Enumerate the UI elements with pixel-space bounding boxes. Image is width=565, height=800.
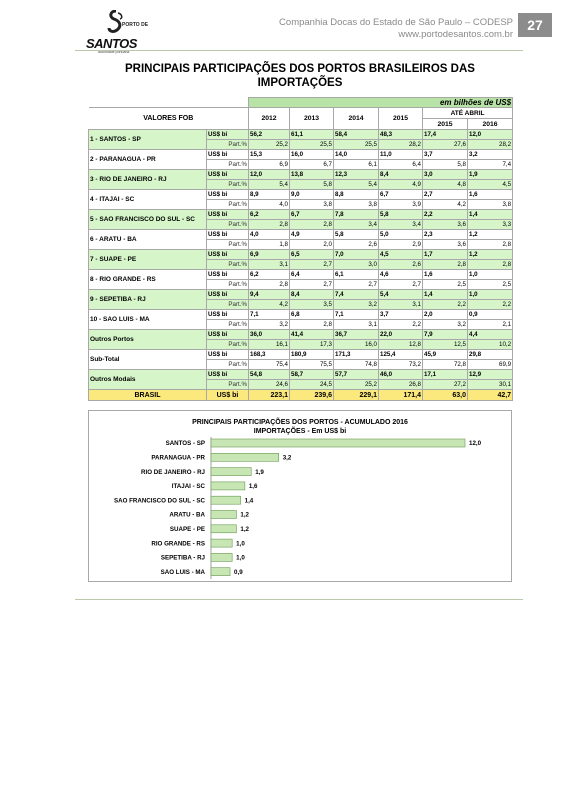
value-cell: 7,9 bbox=[423, 330, 468, 340]
part-cell: 3,2 bbox=[334, 300, 379, 310]
value-cell: 13,8 bbox=[290, 170, 334, 180]
part-cell: 4,9 bbox=[379, 180, 423, 190]
part-cell: 16,0 bbox=[334, 340, 379, 350]
value-cell: 7,8 bbox=[334, 210, 379, 220]
part-label: Part.% bbox=[207, 320, 249, 330]
value-cell: 12,9 bbox=[468, 370, 513, 380]
value-cell: 1,6 bbox=[423, 270, 468, 280]
part-cell: 3,1 bbox=[249, 260, 290, 270]
value-cell: 6,7 bbox=[290, 210, 334, 220]
value-cell: 36,7 bbox=[334, 330, 379, 340]
part-cell: 2,8 bbox=[468, 260, 513, 270]
part-cell: 72,8 bbox=[423, 360, 468, 370]
part-cell: 69,9 bbox=[468, 360, 513, 370]
part-cell: 2,7 bbox=[379, 280, 423, 290]
part-cell: 10,2 bbox=[468, 340, 513, 350]
total-value: 171,4 bbox=[379, 390, 423, 401]
part-cell: 2,2 bbox=[468, 300, 513, 310]
bar bbox=[211, 453, 279, 461]
value-cell: 29,8 bbox=[468, 350, 513, 360]
value-cell: 46,0 bbox=[379, 370, 423, 380]
part-cell: 2,7 bbox=[290, 280, 334, 290]
logo-sub-text: autoridade portuária bbox=[98, 50, 130, 54]
category-label: ITAJAI - SC bbox=[171, 483, 205, 491]
bar-value-label: 1,0 bbox=[236, 554, 245, 562]
part-label: Part.% bbox=[207, 260, 249, 270]
total-value: 239,6 bbox=[290, 390, 334, 401]
value-cell: 12,3 bbox=[334, 170, 379, 180]
category-label: PARANAGUA - PR bbox=[151, 454, 205, 462]
part-cell: 6,4 bbox=[379, 160, 423, 170]
value-cell: 5,8 bbox=[334, 230, 379, 240]
part-cell: 3,3 bbox=[468, 220, 513, 230]
part-cell: 3,1 bbox=[379, 300, 423, 310]
part-cell: 4,0 bbox=[249, 200, 290, 210]
logo-small-text: PORTO DE bbox=[122, 22, 149, 28]
value-cell: 6,9 bbox=[249, 250, 290, 260]
table-row bbox=[89, 150, 513, 160]
part-cell: 12,5 bbox=[423, 340, 468, 350]
value-cell: 1,4 bbox=[468, 210, 513, 220]
value-cell: 4,6 bbox=[379, 270, 423, 280]
category-label: SANTOS - SP bbox=[165, 440, 205, 448]
value-cell: 2,3 bbox=[423, 230, 468, 240]
part-cell: 24,5 bbox=[290, 380, 334, 390]
value-cell: 6,2 bbox=[249, 270, 290, 280]
value-cell: 48,3 bbox=[379, 130, 423, 140]
part-label: Part.% bbox=[207, 380, 249, 390]
part-cell: 2,6 bbox=[379, 260, 423, 270]
imports-chart bbox=[88, 410, 512, 582]
value-cell: 8,4 bbox=[379, 170, 423, 180]
value-cell: 3,2 bbox=[468, 150, 513, 160]
value-cell: 8,9 bbox=[249, 190, 290, 200]
imports-table bbox=[88, 97, 513, 401]
value-cell: 3,7 bbox=[379, 310, 423, 320]
unit-label: US$ bi bbox=[207, 210, 249, 220]
value-cell: 2,7 bbox=[423, 190, 468, 200]
value-cell: 12,0 bbox=[468, 130, 513, 140]
part-cell: 25,5 bbox=[334, 140, 379, 150]
part-cell: 3,5 bbox=[290, 300, 334, 310]
bar-value-label: 1,9 bbox=[255, 468, 264, 476]
bar bbox=[211, 539, 232, 547]
table-row bbox=[89, 130, 513, 140]
part-cell: 74,8 bbox=[334, 360, 379, 370]
part-cell: 25,2 bbox=[249, 140, 290, 150]
bar bbox=[211, 482, 245, 490]
part-cell: 2,8 bbox=[249, 280, 290, 290]
part-cell: 2,7 bbox=[290, 260, 334, 270]
category-label: SUAPE - PE bbox=[169, 526, 205, 533]
chart-title: PRINCIPAIS PARTICIPAÇÕES DOS PORTOS - ACUMULADO 2016 bbox=[192, 419, 408, 426]
port-name: 4 - ITAJAI - SC bbox=[89, 190, 207, 210]
value-cell: 180,9 bbox=[290, 350, 334, 360]
part-cell: 4,5 bbox=[468, 180, 513, 190]
value-cell: 4,5 bbox=[379, 250, 423, 260]
port-name: 1 - SANTOS - SP bbox=[89, 130, 207, 150]
year-header: 2015 bbox=[379, 108, 423, 130]
part-cell: 5,4 bbox=[249, 180, 290, 190]
value-cell: 1,0 bbox=[468, 270, 513, 280]
row-header: VALORES FOB bbox=[89, 108, 249, 130]
value-cell: 7,1 bbox=[334, 310, 379, 320]
table-row bbox=[89, 250, 513, 260]
part-cell: 3,6 bbox=[423, 240, 468, 250]
part-cell: 2,1 bbox=[468, 320, 513, 330]
unit-label: US$ bi bbox=[207, 270, 249, 280]
value-cell: 56,2 bbox=[249, 130, 290, 140]
port-name: 6 - ARATU - BA bbox=[89, 230, 207, 250]
part-cell: 73,2 bbox=[379, 360, 423, 370]
value-cell: 1,2 bbox=[468, 250, 513, 260]
bar-value-label: 1,2 bbox=[240, 511, 250, 519]
value-cell: 6,1 bbox=[334, 270, 379, 280]
value-cell: 2,0 bbox=[423, 310, 468, 320]
ytd-year-header: 2016 bbox=[468, 119, 513, 130]
logo-big-text: SANTOS bbox=[86, 36, 137, 51]
bar-value-label: 12,0 bbox=[469, 440, 482, 448]
value-cell: 7,1 bbox=[249, 310, 290, 320]
chart-plot bbox=[89, 411, 513, 583]
units-label: em bilhões de US$ bbox=[249, 98, 513, 108]
unit-label: US$ bi bbox=[207, 150, 249, 160]
value-cell: 7,4 bbox=[334, 290, 379, 300]
value-cell: 14,0 bbox=[334, 150, 379, 160]
category-label: RIO DE JANEIRO - RJ bbox=[141, 468, 205, 476]
part-cell: 75,5 bbox=[290, 360, 334, 370]
part-cell: 3,8 bbox=[290, 200, 334, 210]
value-cell: 17,1 bbox=[423, 370, 468, 380]
unit-label: US$ bi bbox=[207, 330, 249, 340]
value-cell: 1,0 bbox=[468, 290, 513, 300]
part-cell: 5,8 bbox=[423, 160, 468, 170]
value-cell: 4,9 bbox=[290, 230, 334, 240]
unit-label: US$ bi bbox=[207, 130, 249, 140]
category-label: SEPETIBA - RJ bbox=[160, 554, 205, 562]
part-cell: 4,8 bbox=[423, 180, 468, 190]
total-label: BRASIL bbox=[89, 390, 207, 401]
part-cell: 27,2 bbox=[423, 380, 468, 390]
value-cell: 3,0 bbox=[423, 170, 468, 180]
year-header: 2014 bbox=[334, 108, 379, 130]
bar-value-label: 1,6 bbox=[248, 483, 258, 491]
page-title: PRINCIPAIS PARTICIPAÇÕES DOS PORTOS BRASILEIROS DAS IMPORTAÇÕES bbox=[125, 63, 475, 89]
part-cell: 2,2 bbox=[379, 320, 423, 330]
part-cell: 3,8 bbox=[334, 200, 379, 210]
table-row bbox=[89, 310, 513, 320]
bar bbox=[211, 439, 465, 447]
part-cell: 3,1 bbox=[334, 320, 379, 330]
value-cell: 0,9 bbox=[468, 310, 513, 320]
unit-label: US$ bi bbox=[207, 190, 249, 200]
value-cell: 125,4 bbox=[379, 350, 423, 360]
total-value: 223,1 bbox=[249, 390, 290, 401]
value-cell: 4,4 bbox=[468, 330, 513, 340]
port-name: Outros Portos bbox=[89, 330, 207, 350]
table-row bbox=[89, 210, 513, 220]
value-cell: 5,0 bbox=[379, 230, 423, 240]
value-cell: 36,0 bbox=[249, 330, 290, 340]
value-cell: 57,7 bbox=[334, 370, 379, 380]
value-cell: 3,7 bbox=[423, 150, 468, 160]
unit-label: US$ bi bbox=[207, 370, 249, 380]
part-cell: 6,1 bbox=[334, 160, 379, 170]
part-label: Part.% bbox=[207, 140, 249, 150]
bar-value-label: 1,0 bbox=[236, 540, 245, 548]
table-row bbox=[89, 270, 513, 280]
part-cell: 3,0 bbox=[334, 260, 379, 270]
port-name: Sub-Total bbox=[89, 350, 207, 370]
part-cell: 3,4 bbox=[379, 220, 423, 230]
bar bbox=[211, 468, 251, 476]
value-cell: 168,3 bbox=[249, 350, 290, 360]
part-cell: 25,2 bbox=[334, 380, 379, 390]
porto-de-santos-logo bbox=[84, 10, 149, 54]
value-cell: 61,1 bbox=[290, 130, 334, 140]
table-row bbox=[89, 290, 513, 300]
category-label: ARATU - BA bbox=[169, 511, 205, 519]
unit-label: US$ bi bbox=[207, 250, 249, 260]
unit-label: US$ bi bbox=[207, 290, 249, 300]
part-cell: 3,2 bbox=[423, 320, 468, 330]
part-label: Part.% bbox=[207, 300, 249, 310]
part-cell: 27,6 bbox=[423, 140, 468, 150]
category-label: SAO FRANCISCO DO SUL - SC bbox=[114, 497, 205, 505]
part-cell: 5,8 bbox=[290, 180, 334, 190]
part-cell: 6,7 bbox=[290, 160, 334, 170]
value-cell: 17,4 bbox=[423, 130, 468, 140]
part-cell: 2,0 bbox=[290, 240, 334, 250]
part-cell: 2,6 bbox=[334, 240, 379, 250]
value-cell: 171,3 bbox=[334, 350, 379, 360]
part-cell: 2,2 bbox=[423, 300, 468, 310]
part-cell: 30,1 bbox=[468, 380, 513, 390]
value-cell: 9,0 bbox=[290, 190, 334, 200]
ytd-header: ATÉ ABRIL bbox=[423, 108, 513, 119]
part-label: Part.% bbox=[207, 240, 249, 250]
value-cell: 9,4 bbox=[249, 290, 290, 300]
part-cell: 75,4 bbox=[249, 360, 290, 370]
value-cell: 6,2 bbox=[249, 210, 290, 220]
value-cell: 5,4 bbox=[379, 290, 423, 300]
value-cell: 7,0 bbox=[334, 250, 379, 260]
bar-value-label: 1,4 bbox=[244, 497, 254, 505]
value-cell: 22,0 bbox=[379, 330, 423, 340]
unit-label: US$ bi bbox=[207, 350, 249, 360]
port-name: 10 - SAO LUIS - MA bbox=[89, 310, 207, 330]
value-cell: 58,7 bbox=[290, 370, 334, 380]
value-cell: 4,0 bbox=[249, 230, 290, 240]
category-label: SAO LUIS - MA bbox=[160, 568, 205, 576]
company-info bbox=[279, 17, 513, 41]
value-cell: 54,8 bbox=[249, 370, 290, 380]
value-cell: 58,4 bbox=[334, 130, 379, 140]
part-label: Part.% bbox=[207, 200, 249, 210]
ytd-year-header: 2015 bbox=[423, 119, 468, 130]
part-label: Part.% bbox=[207, 280, 249, 290]
value-cell: 6,5 bbox=[290, 250, 334, 260]
value-cell: 5,8 bbox=[379, 210, 423, 220]
part-cell: 2,8 bbox=[249, 220, 290, 230]
part-cell: 2,7 bbox=[334, 280, 379, 290]
table-row bbox=[89, 350, 513, 360]
part-cell: 7,4 bbox=[468, 160, 513, 170]
part-cell: 16,1 bbox=[249, 340, 290, 350]
part-cell: 6,9 bbox=[249, 160, 290, 170]
value-cell: 45,9 bbox=[423, 350, 468, 360]
table-row bbox=[89, 370, 513, 380]
total-value: 229,1 bbox=[334, 390, 379, 401]
part-label: Part.% bbox=[207, 220, 249, 230]
total-value: 42,7 bbox=[468, 390, 513, 401]
part-cell: 4,2 bbox=[423, 200, 468, 210]
value-cell: 1,4 bbox=[423, 290, 468, 300]
port-name: 5 - SAO FRANCISCO DO SUL - SC bbox=[89, 210, 207, 230]
part-cell: 2,5 bbox=[468, 280, 513, 290]
part-cell: 1,8 bbox=[249, 240, 290, 250]
bar-value-label: 3,2 bbox=[282, 454, 292, 462]
bar-value-label: 1,2 bbox=[240, 526, 250, 533]
part-cell: 28,2 bbox=[379, 140, 423, 150]
value-cell: 41,4 bbox=[290, 330, 334, 340]
table-row bbox=[89, 330, 513, 340]
port-name: 8 - RIO GRANDE - RS bbox=[89, 270, 207, 290]
total-value: 63,0 bbox=[423, 390, 468, 401]
value-cell: 12,0 bbox=[249, 170, 290, 180]
value-cell: 15,3 bbox=[249, 150, 290, 160]
part-cell: 28,2 bbox=[468, 140, 513, 150]
port-name: 7 - SUAPE - PE bbox=[89, 250, 207, 270]
value-cell: 1,6 bbox=[468, 190, 513, 200]
part-cell: 3,8 bbox=[468, 200, 513, 210]
value-cell: 11,0 bbox=[379, 150, 423, 160]
port-name: 3 - RIO DE JANEIRO - RJ bbox=[89, 170, 207, 190]
unit-label: US$ bi bbox=[207, 170, 249, 180]
company-website[interactable]: www.portodesantos.com.br bbox=[398, 29, 513, 40]
port-name: 2 - PARANAGUA - PR bbox=[89, 150, 207, 170]
part-cell: 2,8 bbox=[468, 240, 513, 250]
part-cell: 25,5 bbox=[290, 140, 334, 150]
year-header: 2013 bbox=[290, 108, 334, 130]
unit-label: US$ bi bbox=[207, 310, 249, 320]
chart-subtitle: IMPORTAÇÕES - Em US$ bi bbox=[253, 428, 347, 435]
value-cell: 8,4 bbox=[290, 290, 334, 300]
part-cell: 2,8 bbox=[290, 220, 334, 230]
bar bbox=[211, 568, 230, 576]
part-label: Part.% bbox=[207, 360, 249, 370]
part-cell: 2,5 bbox=[423, 280, 468, 290]
table-row bbox=[89, 170, 513, 180]
part-cell: 3,6 bbox=[423, 220, 468, 230]
value-cell: 6,4 bbox=[290, 270, 334, 280]
bar-value-label: 0,9 bbox=[234, 568, 243, 576]
table-row bbox=[89, 230, 513, 240]
part-cell: 2,8 bbox=[290, 320, 334, 330]
part-label: Part.% bbox=[207, 340, 249, 350]
unit-label: US$ bi bbox=[207, 230, 249, 240]
part-cell: 12,8 bbox=[379, 340, 423, 350]
value-cell: 6,7 bbox=[379, 190, 423, 200]
part-cell: 4,2 bbox=[249, 300, 290, 310]
part-cell: 2,9 bbox=[379, 240, 423, 250]
value-cell: 1,7 bbox=[423, 250, 468, 260]
page-number: 27 bbox=[518, 13, 552, 37]
part-cell: 26,8 bbox=[379, 380, 423, 390]
year-header: 2012 bbox=[249, 108, 290, 130]
part-label: Part.% bbox=[207, 160, 249, 170]
bar bbox=[211, 553, 232, 561]
port-name: Outros Modais bbox=[89, 370, 207, 390]
value-cell: 2,2 bbox=[423, 210, 468, 220]
total-row bbox=[89, 390, 513, 401]
part-cell: 3,2 bbox=[249, 320, 290, 330]
bar bbox=[211, 525, 236, 533]
total-unit: US$ bi bbox=[207, 390, 249, 401]
part-cell: 24,6 bbox=[249, 380, 290, 390]
part-cell: 3,9 bbox=[379, 200, 423, 210]
part-cell: 5,4 bbox=[334, 180, 379, 190]
value-cell: 1,9 bbox=[468, 170, 513, 180]
port-name: 9 - SEPETIBA - RJ bbox=[89, 290, 207, 310]
part-label: Part.% bbox=[207, 180, 249, 190]
category-label: RIO GRANDE - RS bbox=[151, 540, 205, 548]
company-name: Companhia Docas do Estado de São Paulo – CODESP bbox=[279, 17, 513, 28]
bar bbox=[211, 511, 236, 519]
part-cell: 3,4 bbox=[334, 220, 379, 230]
part-cell: 17,3 bbox=[290, 340, 334, 350]
value-cell: 1,2 bbox=[468, 230, 513, 240]
bar bbox=[211, 496, 241, 504]
part-cell: 2,8 bbox=[423, 260, 468, 270]
value-cell: 8,8 bbox=[334, 190, 379, 200]
value-cell: 6,8 bbox=[290, 310, 334, 320]
value-cell: 16,0 bbox=[290, 150, 334, 160]
table-row bbox=[89, 190, 513, 200]
